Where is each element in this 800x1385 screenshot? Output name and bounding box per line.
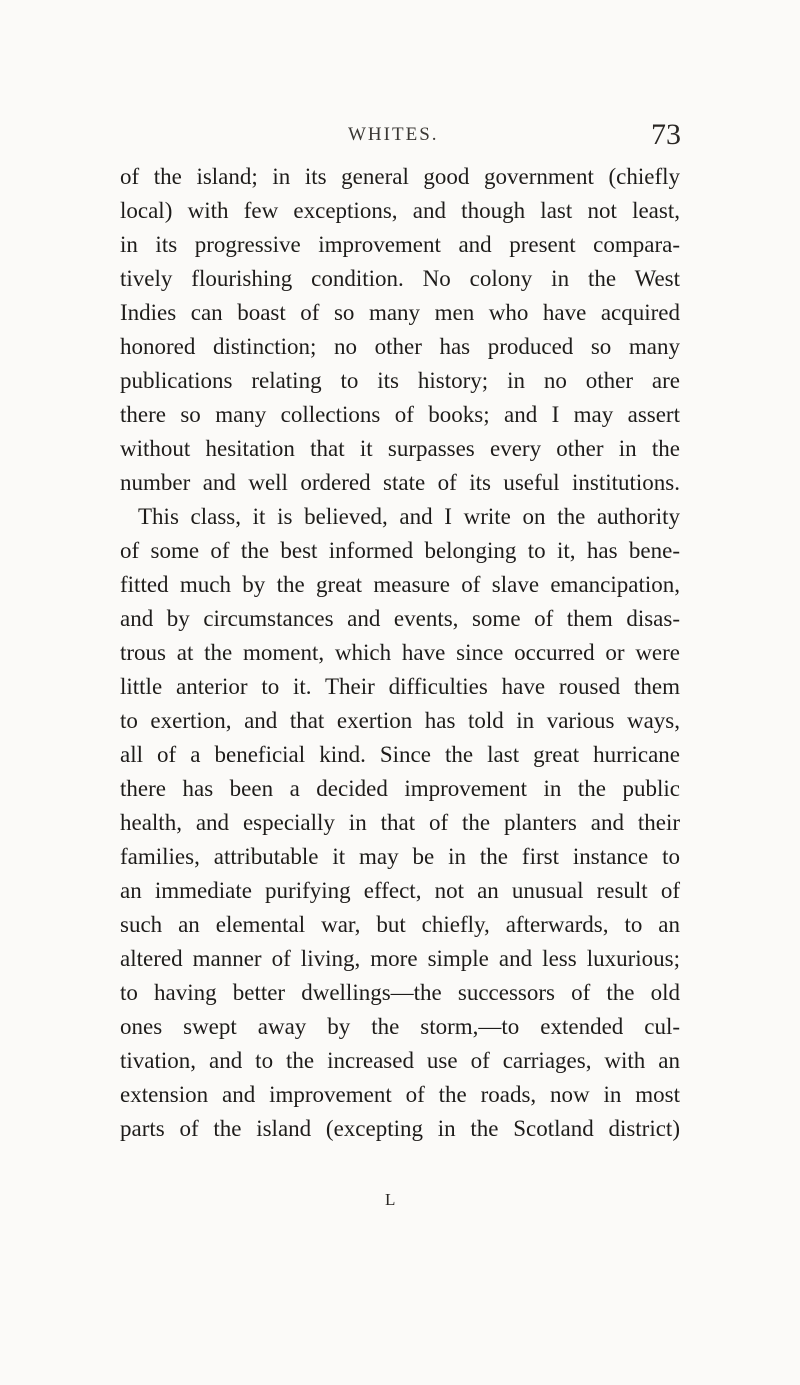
- text-line: tivation, and to the increased use of carriages, with an: [120, 1048, 680, 1073]
- text-line: honored distinction; no other has produced so many: [120, 334, 680, 359]
- text-line: of the island; in its general good government (chiefly: [120, 164, 680, 189]
- text-line: tively flourishing condition. No colony in the West: [120, 266, 680, 291]
- text-line: to having better dwellings—the successors of the old: [120, 980, 680, 1005]
- text-line: ones swept away by the storm,—to extended cul-: [120, 1014, 680, 1039]
- text-line: all of a beneficial kind. Since the last great hurricane: [120, 742, 680, 767]
- text-line: number and well ordered state of its useful institutions.: [120, 470, 680, 495]
- page-number: 73: [651, 118, 681, 151]
- text-line: there so many collections of books; and I may assert: [120, 402, 680, 427]
- text-line: little anterior to it. Their difficulties have roused them: [120, 674, 680, 699]
- text-line: there has been a decided improvement in the public: [120, 776, 680, 801]
- text-line: Indies can boast of so many men who have acquired: [120, 300, 680, 325]
- text-line: such an elemental war, but chiefly, afterwards, to an: [120, 912, 680, 937]
- text-line: in its progressive improvement and present compara-: [120, 232, 680, 257]
- text-line: altered manner of living, more simple and less luxurious;: [120, 946, 680, 971]
- text-line: trous at the moment, which have since occurred or were: [120, 640, 680, 665]
- text-line: and by circumstances and events, some of them disas-: [120, 606, 680, 631]
- text-line: publications relating to its history; in no other are: [120, 368, 680, 393]
- text-line: an immediate purifying effect, not an unusual result of: [120, 878, 680, 903]
- text-line: to exertion, and that exertion has told in various ways,: [120, 708, 680, 733]
- text-line: fitted much by the great measure of slave emancipation,: [120, 572, 680, 597]
- text-line: of some of the best informed belonging to it, has bene-: [120, 538, 680, 563]
- running-head: [0, 118, 800, 158]
- body-text: [120, 160, 680, 1146]
- text-line: parts of the island (excepting in the Scotland district): [120, 1116, 680, 1141]
- signature-mark: L: [385, 1190, 396, 1209]
- running-title: WHITES.: [348, 124, 439, 145]
- text-line: families, attributable it may be in the first instance to: [120, 844, 680, 869]
- text-line: local) with few exceptions, and though last not least,: [120, 198, 680, 223]
- text-line: This class, it is believed, and I write on the authority: [138, 504, 680, 529]
- text-line: without hesitation that it surpasses every other in the: [120, 436, 680, 461]
- text-line: health, and especially in that of the planters and their: [120, 810, 680, 835]
- text-line: extension and improvement of the roads, now in most: [120, 1082, 680, 1107]
